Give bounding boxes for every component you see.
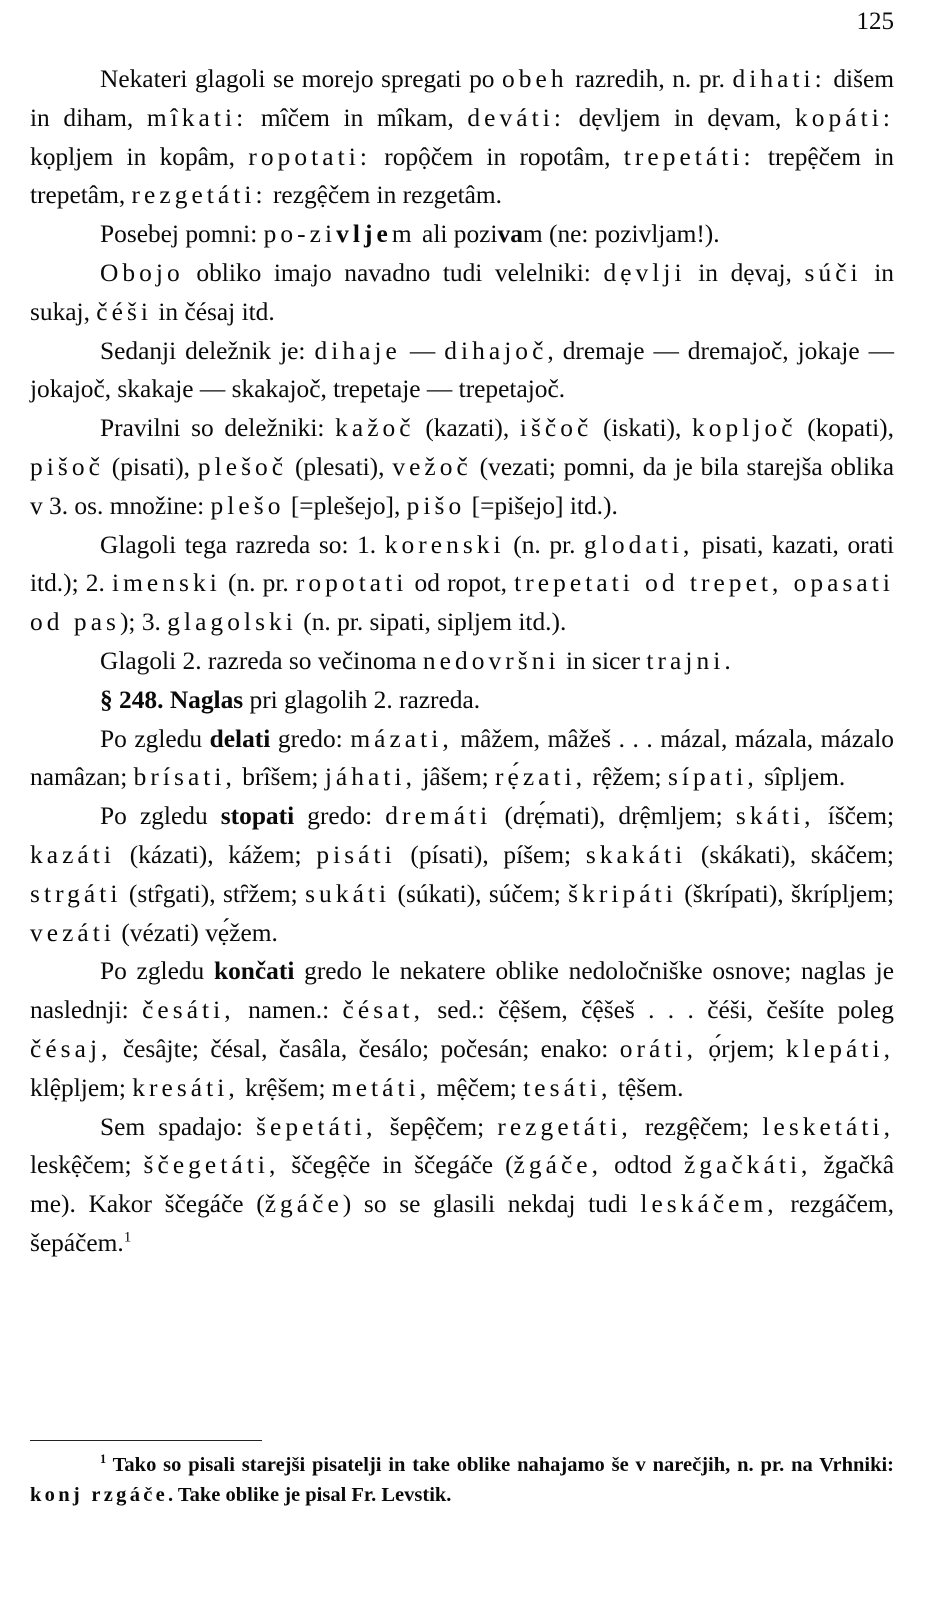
section-number: § 248. Naglas xyxy=(100,685,244,714)
paragraph-regular-participles: Pravilni so deležniki: kažoč (kazati), iščoč (iskati), kopljoč (kopati), pišoč (pisati), plešoč (plesati), vežoč (vezati; pomni, da je bila starejša oblika v 3. os. množine: plešo [=plešejo], pišo [=pišejo] itd.). xyxy=(30,414,894,520)
page-number: 125 xyxy=(856,8,894,35)
main-text xyxy=(30,60,894,1263)
paragraph-pozivljem-note: Posebej pomni: po-zivljem ali pozivam (ne: pozivljam!). xyxy=(100,220,720,249)
paragraph-stopati-model: Po zgledu stopati gredo: dremáti (drẹ́mati), drệmljem; skáti, íščem; kazáti (kázati), kážem; pisáti (písati), píšem; skakáti (skákati), skáčem; strgáti (stȓgati), stȓžem; sukáti (súkati), súčem; škripáti (škrípati), škrípljem; vezáti (vézati) vẹ́žem. xyxy=(30,802,895,947)
paragraph-imperatives: Obojo obliko imajo navadno tudi velelniki: dẹvlji in dẹvaj, súči in sukaj, čéši in čésaj itd. xyxy=(30,258,894,326)
paragraph-present-participle: Sedanji deležnik je: dihaje — dihajoč, dremaje — dremajoč, jokaje — jokajoč, skakaje — skakajoč, trepetaje — trepetajoč. xyxy=(30,336,894,404)
paragraph-aspect: Glagoli 2. razreda so večinoma nedovršni in sicer trajni. xyxy=(100,646,731,675)
paragraph-belonging-verbs: Sem spadajo: šepetáti, šepệčem; rezgetáti, rezgệčem; lesketáti, leskệčem; ščegetáti, ščegệče in ščegáče (žgáče, odtod žgačkáti, žgačkâ me). Kakor ščegáče (žgáče) so se glasili nekdaj tudi leskáčem, rezgáčem, šepáčem.$^1$ xyxy=(30,1112,894,1257)
paragraph-koncati-model: Po zgledu končati gredo le nekatere oblike nedoločniške osnove; naglas je naslednji: česáti, namen.: čésat, sed.: čệšem, čệšeš . . . čéši, češíte poleg čésaj, česâjte; čésal, časâla, česálo; počesán; enako: oráti, ọ́rjem; klepáti, klệpljem; kresáti, krệšem; metáti, mệčem; tesáti, tệšem. xyxy=(30,957,894,1102)
paragraph-double-conjugation: Nekateri glagoli se morejo spregati po obeh razredih, n. pr. dihati: dišem in diham, mîkati: mîčem in mîkam, deváti: dẹvljem in dẹvam, kopáti: kọpljem in kopâm, ropotati: ropộčem in ropotâm, trepetáti: trepệčem in trepetâm, rezgetáti: rezgệčem in rezgetâm. xyxy=(30,65,895,210)
paragraph-delati-model: Po zgledu delati gredo: mázati, mâžem, mâžeš . . . mázal, mázala, mázalo namâzan; brísati, brîšem; jáhati, jâšem; rẹ́zati, rệžem; sípati, sîpljem. xyxy=(30,724,894,792)
footnote-number: 1 xyxy=(100,1452,107,1467)
footnote: $^1$ Tako so pisali starejši pisatelji in take oblike nahajamo še v narečjih, n. pr. na Vrhniki: konj rzgáče. Take oblike je pisal Fr. Levstik. xyxy=(30,1452,894,1506)
section-heading: § 248. Naglas pri glagolih 2. razreda. xyxy=(100,685,481,714)
paragraph-verb-types: Glagoli tega razreda so: 1. korenski (n. pr. glodati, pisati, kazati, orati itd.); 2. imenski (n. pr. ropotati od ropot, trepetati od trepet, opasati od pas); 3. glagolski (n. pr. sipati, sipljem itd.). xyxy=(30,530,895,637)
footnote-marker: 1 xyxy=(123,1228,132,1246)
footnote-divider xyxy=(30,1440,262,1441)
